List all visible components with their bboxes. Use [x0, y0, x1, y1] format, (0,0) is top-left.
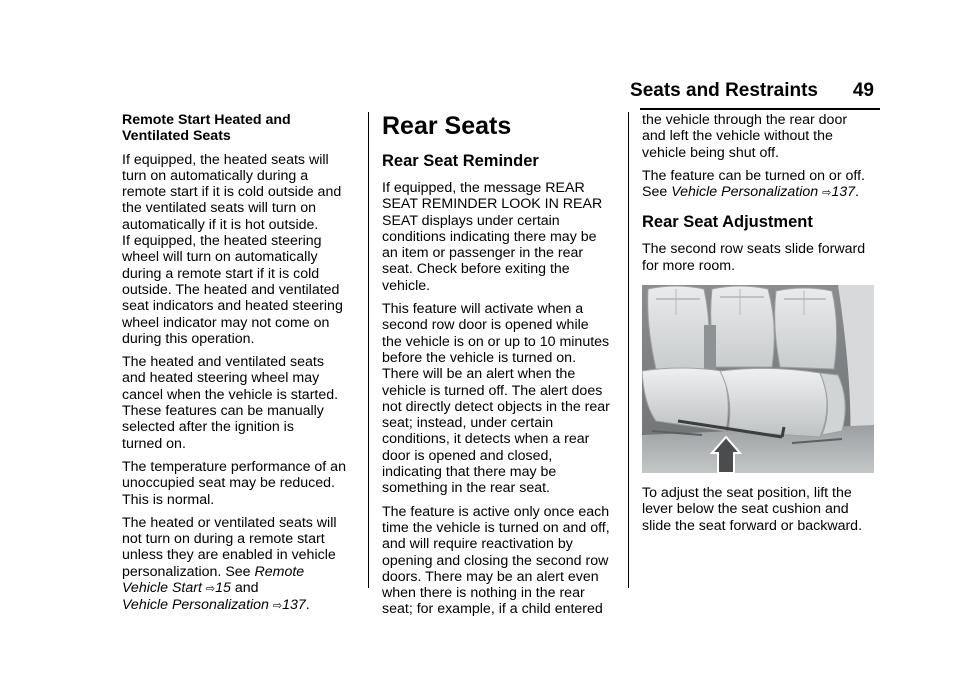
cross-reference-link[interactable]: Remote [254, 563, 305, 580]
paragraph: the vehicle through the rear door and left the vehicle without the vehicle being shut off. [642, 112, 848, 161]
paragraph: The temperature performance of an unoccupied seat may be reduced. This is normal. [122, 458, 346, 508]
paragraph: If equipped, the heated seats will turn on automatically during a remote start if it is cold outside and the ventilated seats will turn on automatically if it is hot outside. If equipped, the heated steering wheel will turn on automatically during a remote start if it is cold outside. The heated and ventilated seat indicators and heated steering wheel indicator may not come on during this operation. [122, 151, 343, 347]
column-right [642, 112, 876, 541]
column-left [122, 112, 354, 622]
cross-reference-link[interactable]: Vehicle Personalization [122, 597, 269, 614]
cross-reference-link[interactable]: Vehicle Start [122, 580, 202, 597]
paragraph: The feature is active only once each time the vehicle is turned on and off, and will require reactivation by opening and closing the second row doors. There may be an alert even when there is nothing in the rear seat; for example, if a child entered [382, 503, 610, 618]
section-heading: Remote Start Heated and Ventilated Seats [122, 112, 291, 145]
page-reference[interactable]: 137 [831, 184, 855, 201]
paragraph: To adjust the seat position, lift the lever below the seat cushion and slide the seat forward or backward. [642, 485, 863, 534]
page-title: Rear Seats [382, 112, 512, 140]
subheading: Rear Seat Adjustment [642, 213, 813, 232]
section-title: Seats and Restraints [630, 80, 818, 101]
paragraph: The heated or ventilated seats will not turn on during a remote start unless they are enabled in vehicle personalization. See Remote Vehicle Start ⇨15 and Vehicle Personalization ⇨137. [122, 514, 337, 614]
rear-seat-icon [642, 285, 874, 473]
subheading: Rear Seat Reminder [382, 152, 539, 170]
column-middle [382, 112, 616, 625]
rear-seat-illustration [642, 285, 874, 473]
header-rule [640, 108, 880, 110]
paragraph: The heated and ventilated seats and heated steering wheel may cancel when the vehicle is started. These features can be manually selected after the ignition is turned on. [122, 354, 339, 452]
running-header [630, 80, 880, 110]
paragraph: The second row seats slide forward for more room. [642, 241, 866, 274]
paragraph: The feature can be turned on or off. See Vehicle Personalization ⇨137. [642, 167, 865, 201]
cross-reference-link[interactable]: Vehicle Personalization [671, 184, 819, 201]
column-divider [368, 112, 369, 588]
page-reference-arrow-icon: ⇨ [822, 187, 832, 200]
paragraph: If equipped, the message REAR SEAT REMINDER LOOK IN REAR SEAT displays under certain conditions indicating there may be an item or passenger in the rear seat. Check before exiting the vehicle. [382, 180, 603, 294]
page-reference-arrow-icon: ⇨ [205, 583, 216, 596]
page-reference[interactable]: 15 [215, 580, 231, 597]
page-reference[interactable]: 137 [282, 597, 306, 614]
paragraph: This feature will activate when a second row door is opened while the vehicle is on or up to 10 minutes before the vehicle is turned on. There will be an alert when the vehicle is turned off. The alert does not directly detect objects in the rear seat; instead, under certain conditions, it detects when a rear door is opened and closed, indicating that there may be something in the rear seat. [382, 301, 610, 497]
page-reference-arrow-icon: ⇨ [272, 600, 283, 613]
column-divider [628, 112, 629, 588]
page-number: 49 [852, 80, 874, 101]
